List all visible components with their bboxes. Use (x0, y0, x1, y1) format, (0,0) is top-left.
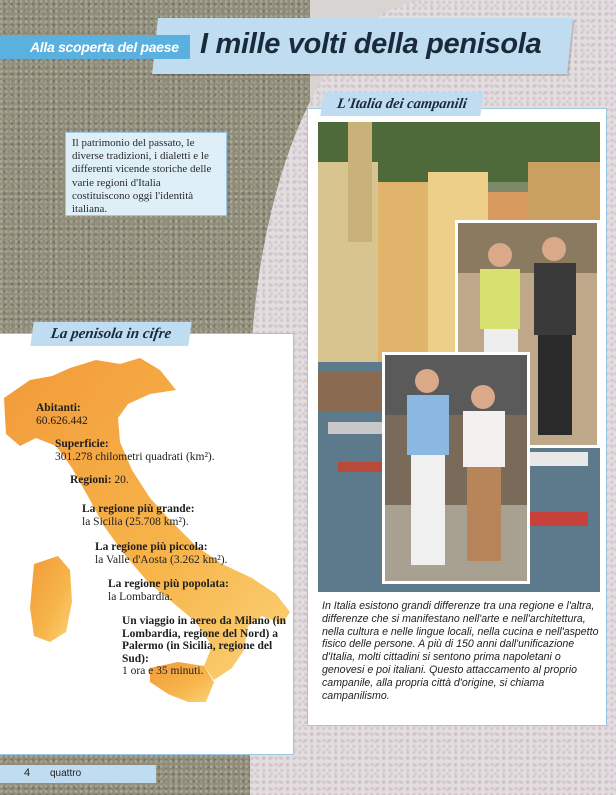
fact-value: la Valle d'Aosta (3.262 km²). (95, 553, 228, 566)
fact-value: 1 ora e 35 minuti. (122, 665, 204, 677)
fact-regione-grande (82, 503, 272, 528)
fact-value: la Lombardia. (108, 590, 173, 603)
fact-label: Regioni: (70, 474, 112, 486)
fact-regione-popolata (108, 578, 288, 603)
section-tag: Alla scoperta del paese (0, 35, 190, 59)
page-title: I mille volti della penisola (200, 28, 542, 60)
fact-label: Un viaggio in aereo da Milano (in Lombardia, regione del Nord) a Palermo (in Sicilia, regione del Sud): (122, 615, 286, 665)
fact-superficie (55, 438, 255, 463)
fact-abitanti (36, 402, 156, 427)
page-number: 4 (24, 767, 31, 779)
fact-label: La regione più grande: (82, 503, 195, 515)
fact-regioni (70, 474, 220, 487)
fact-label: La regione più popolata: (108, 578, 229, 590)
fact-label: La regione più piccola: (95, 541, 208, 553)
young-couple-photo (382, 352, 530, 584)
fact-label: Abitanti: (36, 402, 81, 414)
fact-value: 20. (114, 474, 129, 486)
page-number-word: quattro (50, 768, 82, 779)
intro-box: Il patrimonio del passato, le diverse tradizioni, i dialetti e le differenti vicende storiche delle varie regioni d'Italia costituiscono oggi l'identità italiana. (65, 132, 227, 216)
fact-viaggio (122, 615, 288, 678)
fact-value: 301.278 chilometri quadrati (km²). (55, 450, 215, 463)
cifre-label: La penisola in cifre (30, 322, 191, 346)
fact-label: Superficie: (55, 438, 109, 450)
campanili-label: L'Italia dei campanili (320, 92, 483, 116)
fact-value: la Sicilia (25.708 km²). (82, 515, 189, 528)
fact-value: 60.626.442 (36, 414, 88, 427)
fact-regione-piccola (95, 541, 285, 566)
campanili-text: In Italia esistono grandi differenze tra una regione e l'altra, differenze che si manifestano nell'arte e nell'architettura, nella cultura e nelle lingue locali, nella cucina e nell'aspetto fisico delle persone. A più di 150 anni dall'unificazione d'Italia, molti cittadini si sentono prima napoletani o genovesi e poi italiani. Questo attaccamento al proprio campanile, alla propria città d'origine, si chiama campanilismo. (322, 600, 599, 702)
